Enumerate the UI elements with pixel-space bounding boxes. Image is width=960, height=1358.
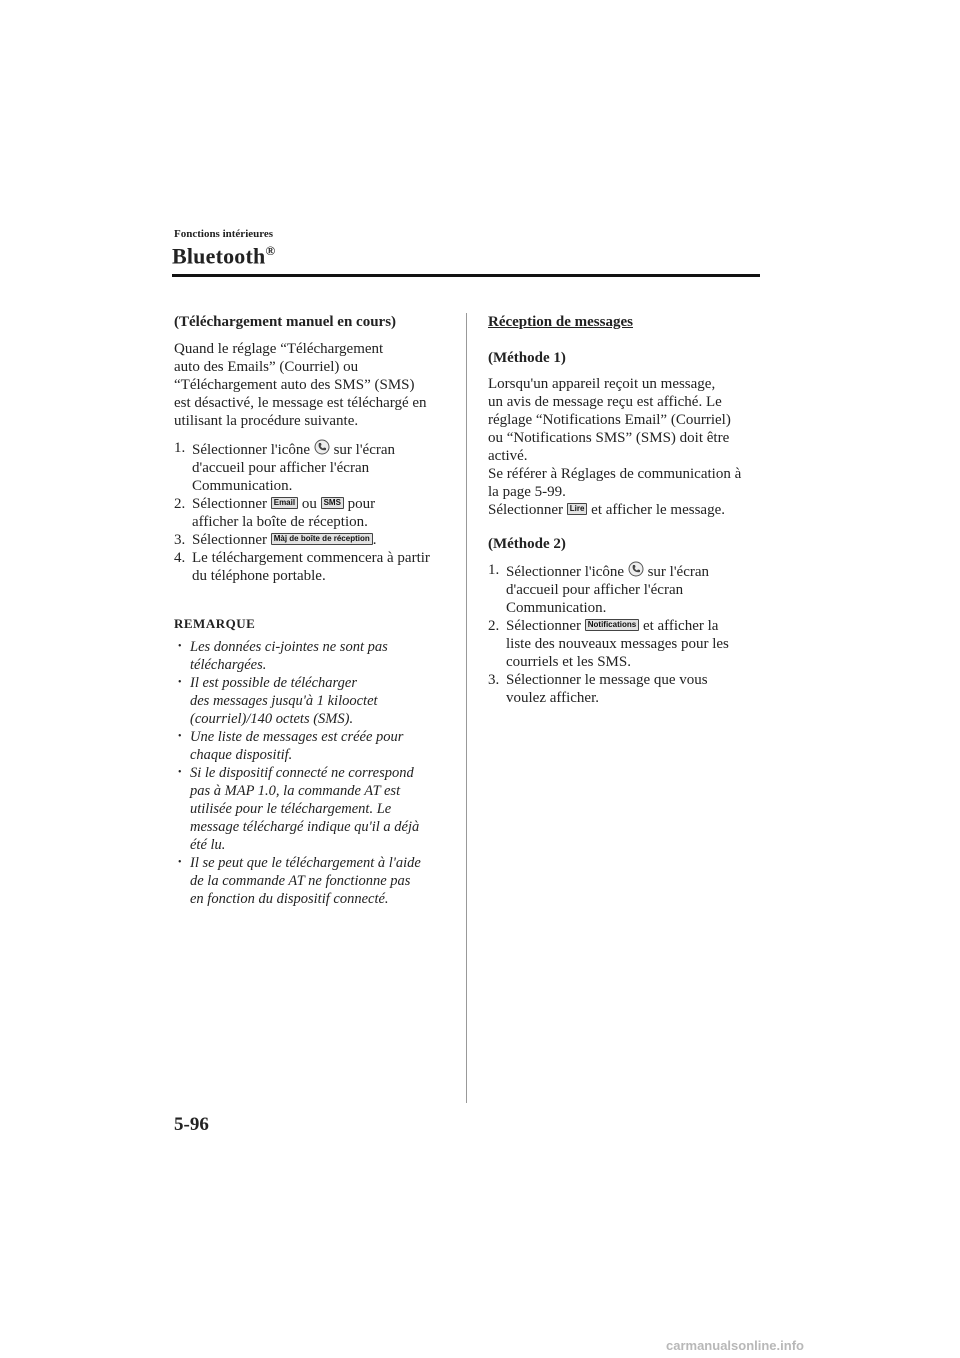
- bullet: •: [178, 731, 182, 742]
- bullet: •: [178, 677, 182, 688]
- note-line: Les données ci-jointes ne sont pas: [190, 639, 388, 655]
- m2-step-1: [488, 561, 763, 617]
- page-number: 5-96: [174, 1114, 209, 1135]
- note-line: des messages jusqu'à 1 kilooctet: [190, 693, 378, 709]
- receive-messages-heading: Réception de messages: [488, 314, 633, 330]
- left-column: [174, 313, 449, 908]
- chapter-title-text: Bluetooth: [172, 243, 266, 269]
- note-line: chaque dispositif.: [190, 747, 293, 763]
- step-number: 1.: [174, 440, 186, 456]
- step-number: 2.: [488, 618, 500, 634]
- m2-step-2: [488, 617, 763, 671]
- note-item: [174, 728, 449, 764]
- step-number: 3.: [174, 532, 186, 548]
- note-heading: REMARQUE: [174, 616, 256, 631]
- step-text: sur l'écran: [647, 564, 709, 580]
- read-button[interactable]: Lire: [567, 503, 588, 515]
- step-text: Sélectionner l'icône: [506, 564, 625, 580]
- bullet: •: [178, 767, 182, 778]
- intro-line: utilisant la procédure suivante.: [174, 413, 359, 429]
- note-line: été lu.: [190, 837, 226, 853]
- note-item: [174, 854, 449, 908]
- step-2: [174, 495, 449, 531]
- note-line: utilisée pour le téléchargement. Le: [190, 801, 392, 817]
- step-text: Sélectionner le message que vous: [506, 672, 708, 688]
- step-4: [174, 549, 449, 585]
- step-text: sur l'écran: [333, 442, 395, 458]
- method-1-line: Lorsqu'un appareil reçoit un message,: [488, 376, 716, 392]
- intro-line: “Téléchargement auto des SMS” (SMS): [174, 377, 415, 393]
- method-1-line: la page 5-99.: [488, 484, 566, 500]
- step-text: d'accueil pour afficher l'écran: [192, 460, 370, 476]
- method-1-line: un avis de message reçu est affiché. Le: [488, 394, 722, 410]
- step-text: Sélectionner: [488, 502, 563, 518]
- method-1-select-line: [488, 501, 763, 519]
- sms-button[interactable]: SMS: [321, 497, 344, 509]
- notifications-button[interactable]: Notifications: [585, 619, 639, 631]
- chapter-title: [172, 243, 275, 269]
- note-line: Il se peut que le téléchargement à l'aide: [190, 855, 421, 871]
- manual-download-heading: (Téléchargement manuel en cours): [174, 314, 397, 330]
- notes-list: [174, 638, 449, 908]
- note-line: de la commande AT ne fonctionne pas: [190, 873, 411, 889]
- step-number: 1.: [488, 562, 500, 578]
- method-2-steps: [488, 561, 763, 707]
- registered-mark: ®: [265, 243, 276, 258]
- step-number: 3.: [488, 672, 500, 688]
- phone-icon: [314, 439, 330, 455]
- note-line: téléchargées.: [190, 657, 267, 673]
- step-text: voulez afficher.: [506, 690, 600, 706]
- method-2-heading: (Méthode 2): [488, 536, 566, 552]
- section-label: Fonctions intérieures: [174, 228, 274, 240]
- step-text: Communication.: [192, 478, 293, 494]
- right-column: [488, 313, 763, 707]
- step-text: Sélectionner l'icône: [192, 442, 311, 458]
- bullet: •: [178, 641, 182, 652]
- header-rule: [172, 274, 760, 277]
- note-item: [174, 674, 449, 728]
- intro-line: auto des Emails” (Courriel) ou: [174, 359, 359, 375]
- update-inbox-button[interactable]: Màj de boîte de réception: [271, 533, 373, 545]
- step-text: liste des nouveaux messages pour les: [506, 636, 729, 652]
- column-divider: [466, 313, 467, 1103]
- step-text: .: [372, 532, 377, 548]
- step-text: Sélectionner: [192, 532, 267, 548]
- method-1-line: activé.: [488, 448, 528, 464]
- step-text: et afficher la: [642, 618, 719, 634]
- step-text: et afficher le message.: [591, 502, 725, 518]
- step-text: d'accueil pour afficher l'écran: [506, 582, 684, 598]
- method-1-line: ou “Notifications SMS” (SMS) doit être: [488, 430, 730, 446]
- phone-icon: [628, 561, 644, 577]
- note-line: Il est possible de télécharger: [190, 675, 357, 691]
- step-3: [174, 531, 449, 549]
- note-line: pas à MAP 1.0, la commande AT est: [190, 783, 401, 799]
- step-text: afficher la boîte de réception.: [192, 514, 368, 530]
- step-text: Le téléchargement commencera à partir: [192, 550, 430, 566]
- intro-line: Quand le réglage “Téléchargement: [174, 341, 384, 357]
- note-item: [174, 638, 449, 674]
- method-1-line: réglage “Notifications Email” (Courriel): [488, 412, 731, 428]
- note-line: en fonction du dispositif connecté.: [190, 891, 389, 907]
- step-number: 2.: [174, 496, 186, 512]
- step-text: du téléphone portable.: [192, 568, 326, 584]
- step-number: 4.: [174, 550, 186, 566]
- step-text: pour: [347, 496, 376, 512]
- note-line: (courriel)/140 octets (SMS).: [190, 711, 354, 727]
- step-text: Sélectionner: [506, 618, 581, 634]
- step-text: courriels et les SMS.: [506, 654, 631, 670]
- note-line: Une liste de messages est créée pour: [190, 729, 404, 745]
- note-line: Si le dispositif connecté ne correspond: [190, 765, 414, 781]
- note-line: message téléchargé indique qu'il a déjà: [190, 819, 420, 835]
- step-text: Communication.: [506, 600, 607, 616]
- site-watermark: carmanualsonline.info: [666, 1338, 804, 1353]
- m2-step-3: [488, 671, 763, 707]
- bullet: •: [178, 857, 182, 868]
- intro-line: est désactivé, le message est téléchargé en: [174, 395, 427, 411]
- method-1-heading: (Méthode 1): [488, 350, 566, 366]
- method-1-line: Se référer à Réglages de communication à: [488, 466, 742, 482]
- download-steps: [174, 439, 449, 585]
- step-text: Sélectionner: [192, 496, 267, 512]
- email-button[interactable]: Email: [271, 497, 298, 509]
- step-text: ou: [301, 496, 317, 512]
- note-item: [174, 764, 449, 854]
- step-1: [174, 439, 449, 495]
